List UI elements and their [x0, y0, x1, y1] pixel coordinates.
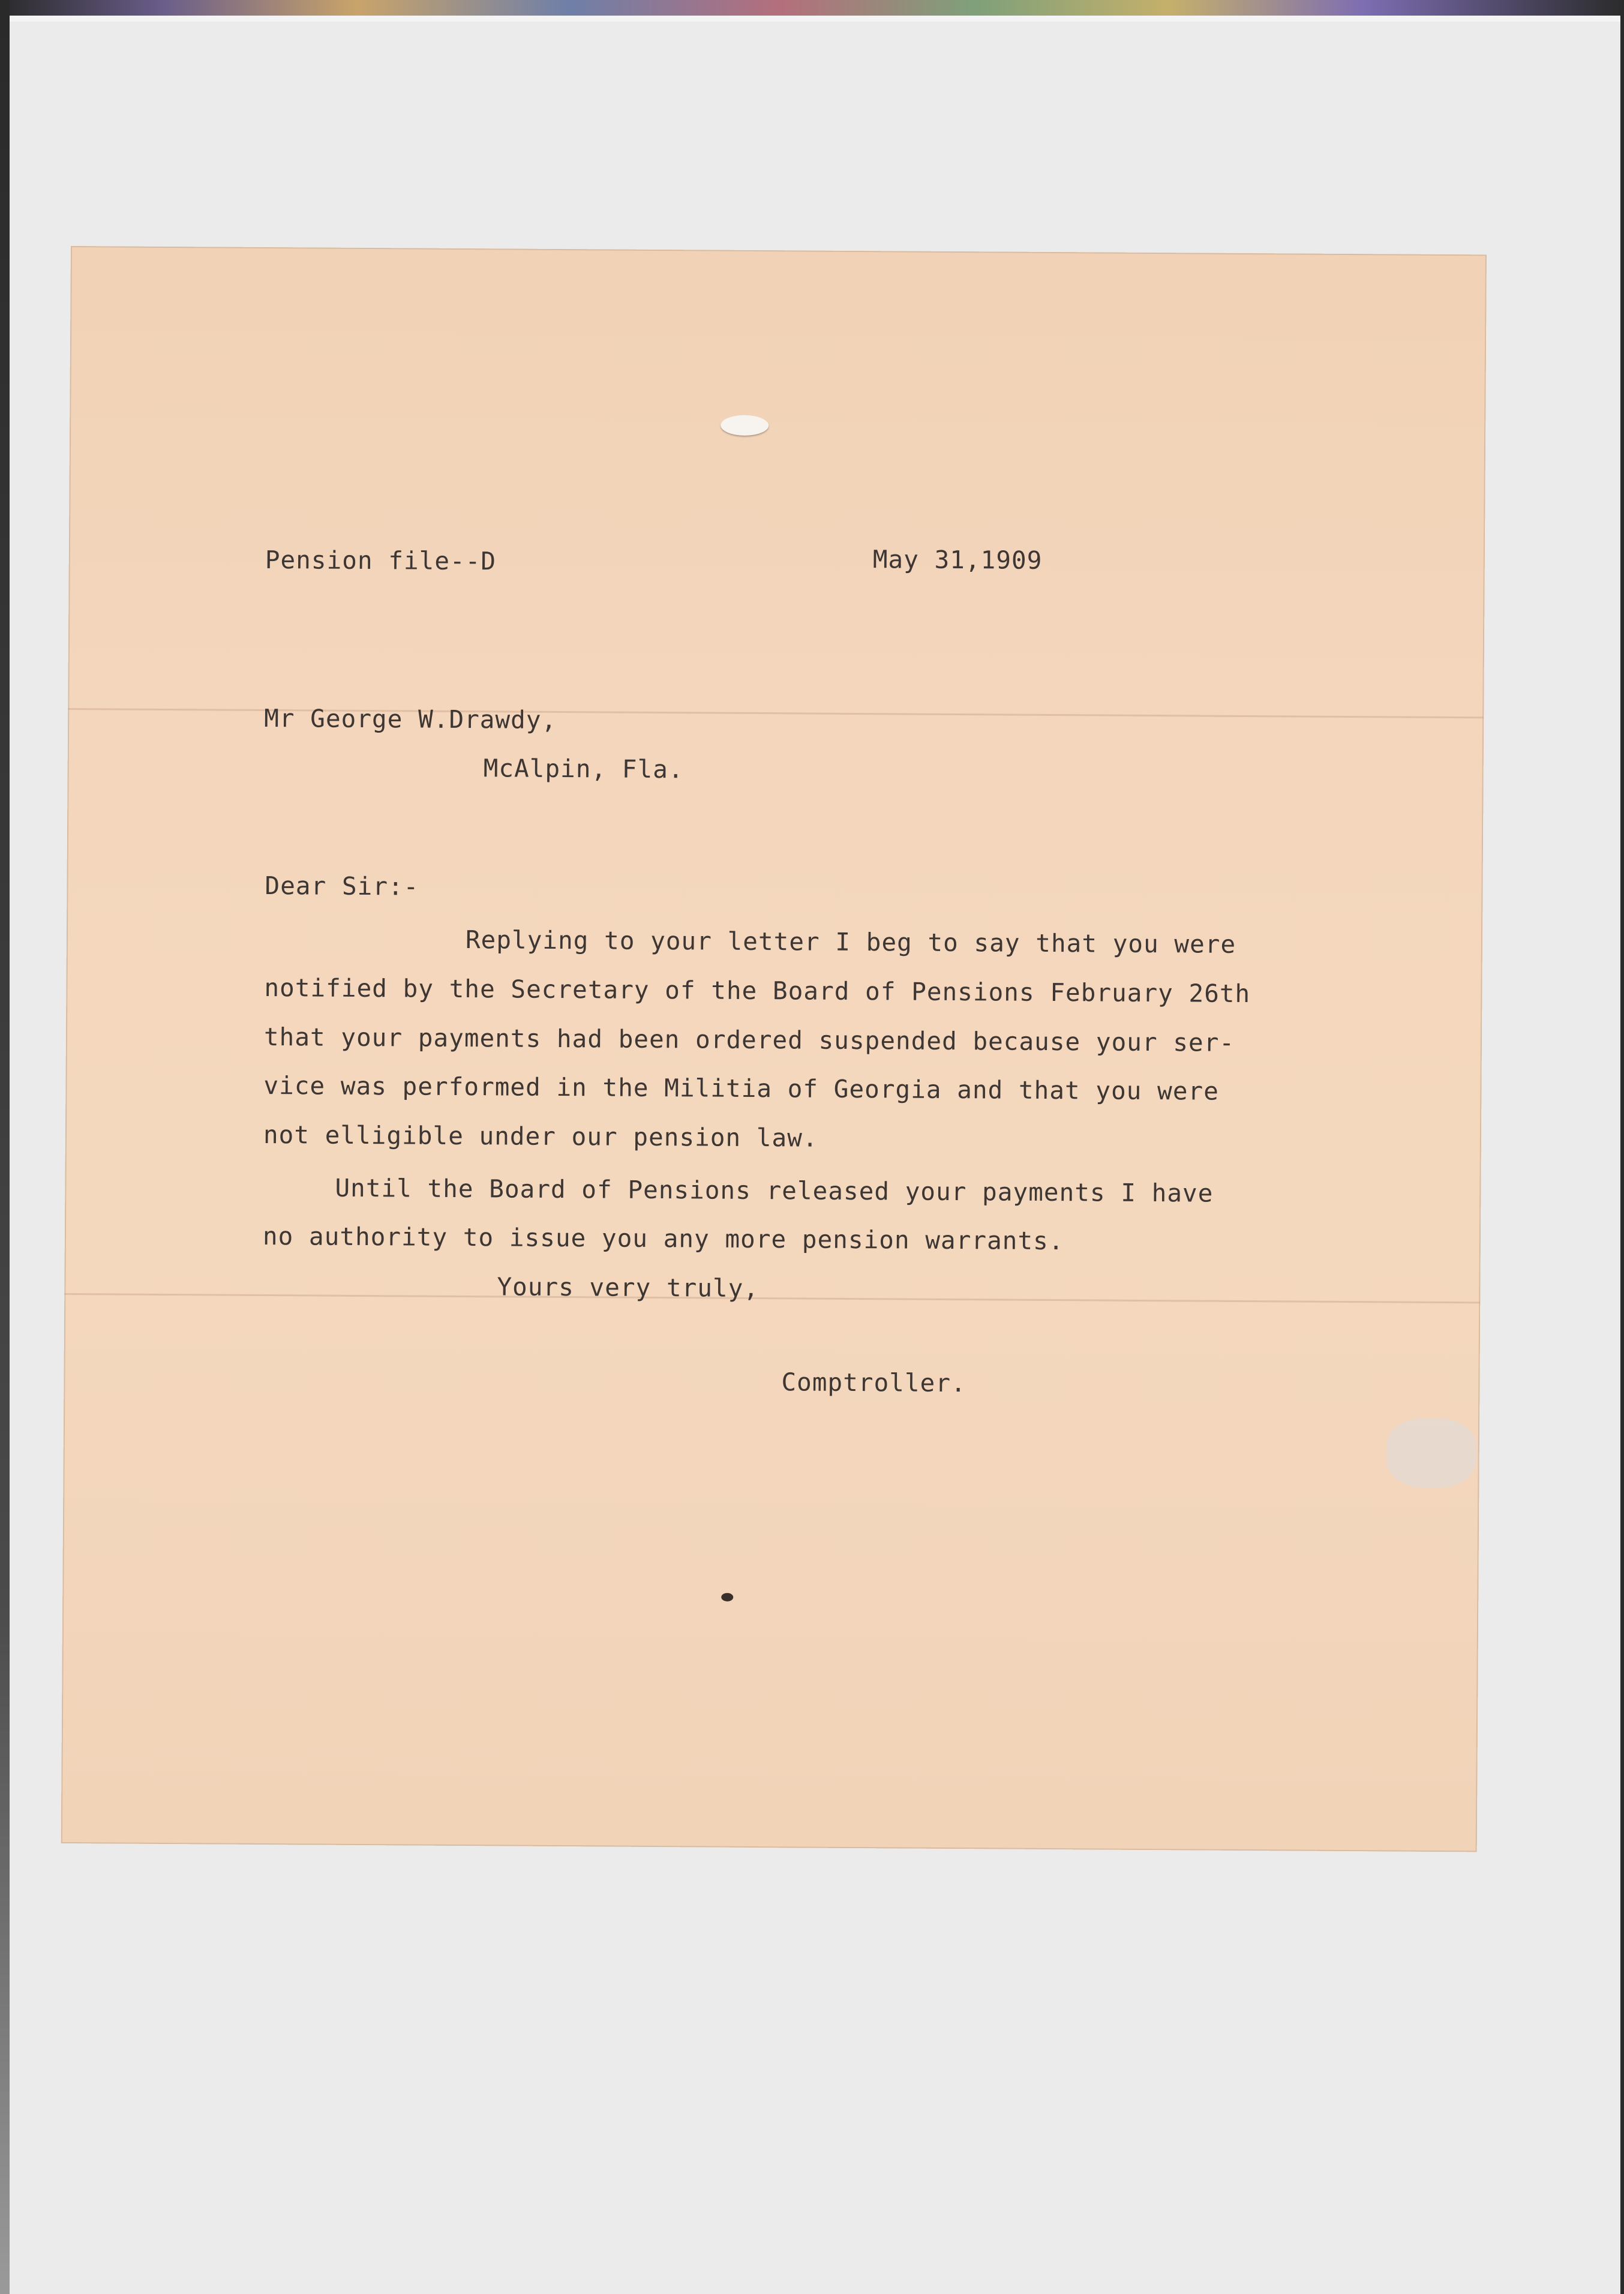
salutation: Dear Sir:- — [265, 871, 419, 901]
closing: Yours very truly, — [497, 1272, 760, 1303]
body-line: no authority to issue you any more pension warrants. — [262, 1221, 1064, 1256]
ink-speck — [721, 1593, 733, 1602]
recipient-name: Mr George W.Drawdy, — [264, 703, 557, 734]
body-line: that your payments had been ordered suspended because your ser- — [263, 1022, 1235, 1057]
body-line: Replying to your letter I beg to say that you were — [465, 925, 1236, 959]
body-line: vice was performed in the Militia of Georgia and that you were — [263, 1070, 1219, 1106]
letter-sheet — [61, 246, 1487, 1852]
scanner-margin — [0, 16, 1624, 22]
recipient-location: McAlpin, Fla. — [483, 754, 684, 784]
body-line: Until the Board of Pensions released your payments I have — [335, 1173, 1214, 1208]
scanner-left-edge — [0, 0, 10, 2294]
punch-hole — [721, 415, 769, 436]
scanner-color-strip — [0, 0, 1624, 16]
body-line: notified by the Secretary of the Board of Pensions February 26th — [264, 973, 1251, 1009]
signature-title: Comptroller. — [781, 1368, 966, 1398]
fold-crease — [64, 1293, 1480, 1303]
file-reference: Pension file--D — [265, 545, 497, 576]
body-line: not elligible under our pension law. — [263, 1120, 818, 1153]
scanner-right-edge — [1620, 0, 1624, 2294]
paper-smudge — [1386, 1418, 1476, 1488]
letter-date: May 31,1909 — [872, 545, 1043, 575]
